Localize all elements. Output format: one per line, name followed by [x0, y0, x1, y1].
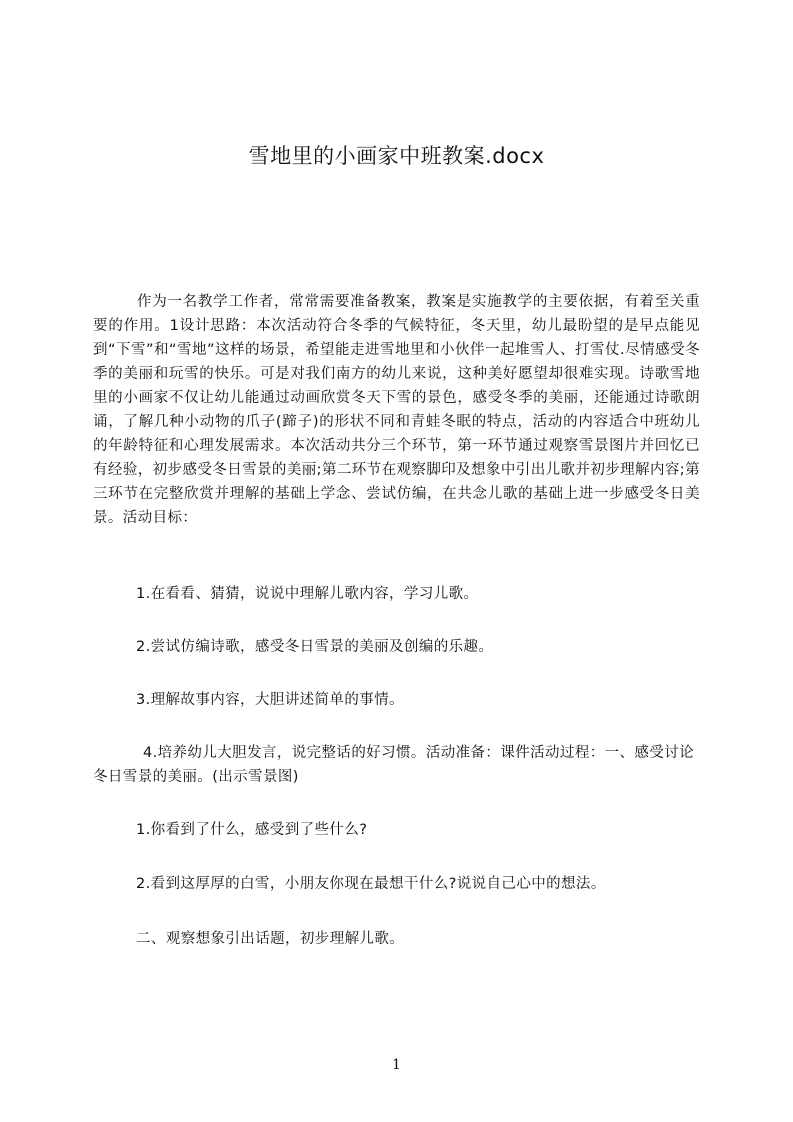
goal-4-paragraph: 4.培养幼儿大胆发言，说完整话的好习惯。活动准备：课件活动过程：一、感受讨论冬日雪景的美丽。(出示雪景图)	[93, 745, 695, 785]
goal-3-paragraph: 3.理解故事内容，大胆讲述简单的事情。	[136, 692, 404, 708]
section-2-heading: 二、观察想象引出话题，初步理解儿歌。	[136, 931, 405, 947]
question-2-paragraph: 2.看到这厚厚的白雪，小朋友你现在最想干什么?说说自己心中的想法。	[136, 876, 606, 892]
question-1-paragraph: 1.你看到了什么，感受到了些什么?	[136, 822, 368, 838]
document-title: 雪地里的小画家中班教案.docx	[248, 144, 545, 168]
intro-paragraph: 作为一名教学工作者，常常需要准备教案，教案是实施教学的主要依据，有着至关重要的作用。1设计思路：本次活动符合冬季的气候特征，冬天里，幼儿最盼望的是早点能见到“下雪”和“雪地”这样的场景，希望能走进雪地里和小伙伴一起堆雪人、打雪仗.尽情感受冬季的美丽和玩雪的快乐。可是对我们南方的幼儿来说，这种美好愿望却很难实现。诗歌雪地里的小画家不仅让幼儿能通过动画欣赏冬天下雪的景色，感受冬季的美丽，还能通过诗歌朗诵，了解几种小动物的爪子(蹄子)的形状不同和青蛙冬眠的特点，活动的内容适合中班幼儿的年龄特征和心理发展需求。本次活动共分三个环节，第一环节通过观察雪景图片并回忆已有经验，初步感受冬日雪景的美丽;第二环节在观察脚印及想象中引出儿歌并初步理解内容;第三环节在完整欣赏并理解的基础上学念、尝试仿编，在共念儿歌的基础上进一步感受冬日美景。活动目标：	[93, 294, 700, 526]
page-number: 1	[392, 1057, 401, 1073]
goal-2-paragraph: 2.尝试仿编诗歌，感受冬日雪景的美丽及创编的乐趣。	[136, 639, 494, 655]
goal-1-paragraph: 1.在看看、猜猜，说说中理解儿歌内容，学习儿歌。	[136, 586, 479, 602]
